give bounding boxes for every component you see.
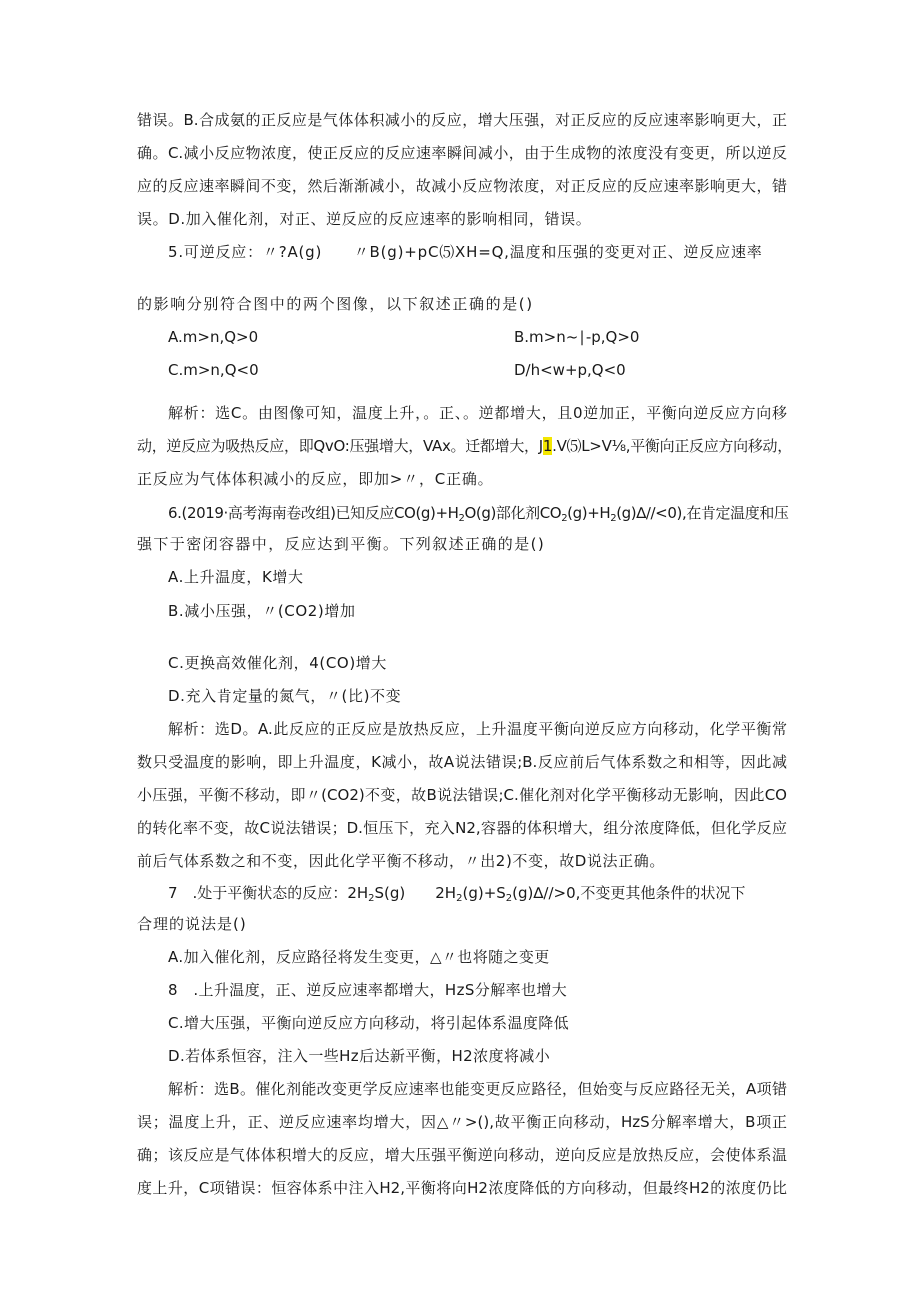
subscript: 2 [561, 513, 568, 524]
q5-analysis: 正反应为气体体积减小的反应，即加>〃，C正确。 [137, 470, 494, 488]
q6-stem [168, 503, 789, 523]
text-line: 确。C.减小反应物浓度，使正反应的反应速率瞬间减小，由于生成物的浓度没有变更，所以逆反 [137, 144, 787, 162]
subscript: 2 [505, 893, 513, 904]
q5-option-c: C.m>n,Q<0 [168, 361, 259, 379]
highlight-mark: 1 [542, 437, 553, 455]
q7-option-b: 8 .上升温度，正、逆反应速率都增大，HzS分解率也增大 [168, 981, 568, 999]
text-line: 误。D.加入催化剂，对正、逆反应的反应速率的影响相同，错误。 [137, 210, 592, 228]
stem-text: (g)∆∕∕<0),在肯定温度和压 [616, 504, 789, 522]
q6-analysis: 小压强，平衡不移动，即〃(CO2)不变，故B说法错误;C.催化剂对化学平衡移动无影响，因此CO [137, 786, 787, 804]
analysis-text: 动，逆反应为吸热反应，即QvO:压强增大，VAx。迁都增大，J [137, 437, 543, 455]
stem-text: 6.(2019·高考海南卷改组)已知反应CO(g)+H [168, 504, 459, 522]
q7-stem [168, 883, 745, 903]
q6-option-a: A.上升温度，K增大 [168, 568, 304, 586]
analysis-line: 解析：选B。催化剂能改变更学反应速率也能变更反应路径，但始变与反应路径无关，A项错 [168, 1080, 787, 1098]
analysis-line: 解析：选D。A.此反应的正反应是放热反应，上升温度平衡向逆反应方向移动，化学平衡常 [168, 720, 787, 738]
q7-option-c: C.增大压强，平衡向逆反应方向移动，将引起体系温度降低 [168, 1014, 570, 1032]
q6-stem: 强下于密闭容器中，反应达到平衡。下列叙述正确的是() [137, 535, 546, 553]
stem-text: O(g)部化剂CO [464, 504, 562, 522]
subscript: 2 [458, 513, 465, 524]
stem-text: (g)∆∕∕>0,不变更其他条件的状况下 [512, 884, 746, 902]
stem-text: (g)+S [462, 884, 506, 902]
q7-analysis: 度上升，C项错误：恒容体系中注入H2,平衡将向H2浓度降低的方向移动，但最终H2的浓度仍比 [137, 1179, 787, 1197]
subscript: 2 [368, 893, 375, 904]
q5-stem: 5.可逆反应：〃?A(g) 〃B(g)+pC⑸XH=Q,温度和压强的变更对正、逆反应速率 [168, 243, 763, 261]
q5-analysis [168, 403, 787, 423]
stem-text: S(g) 2H [374, 884, 457, 902]
q6-analysis [168, 719, 787, 739]
q7-stem: 合理的说法是() [137, 915, 247, 933]
q6-analysis: 的转化率不变，故C说法错误；D.恒压下，充入N2,容器的体积增大，组分浓度降低，但化学反应 [137, 819, 787, 837]
q7-analysis: 确；该反应是气体体积增大的反应，增大压强平衡逆向移动，逆向反应是放热反应，会使体系温 [137, 1146, 787, 1164]
q7-analysis [168, 1079, 787, 1099]
q6-analysis: 数只受温度的影响，即上升温度，K减小，故A说法错误;B.反应前后气体系数之和相等，因此减 [137, 753, 787, 771]
q5-option-a: A.m>n,Q>0 [168, 328, 259, 346]
subscript: 2 [456, 893, 463, 904]
subscript: 2 [610, 513, 617, 524]
text-line: 应的反应速率瞬间不变，然后渐渐减小，故减小反应物浓度，对正反应的反应速率影响更大，错 [137, 177, 787, 195]
analysis-text: .V⑸L>V⅛,平衡向正反应方向移动， [552, 437, 792, 455]
stem-text: 7 .处于平衡状态的反应：2H [168, 884, 369, 902]
q6-option-d: D.充入肯定量的氮气，〃(比)不变 [168, 687, 402, 705]
q5-analysis [137, 436, 792, 456]
stem-text: (g)+H [567, 504, 611, 522]
q6-option-b: B.减小压强，〃(CO2)增加 [168, 602, 356, 620]
analysis-line: 解析：选C。由图像可知，温度上升，。正、。逆都增大，且0逆加正，平衡向逆反应方向移 [168, 404, 787, 422]
q6-analysis: 前后气体系数之和不变，因此化学平衡不移动，〃出2)不变，故D说法正确。 [137, 852, 665, 870]
q5-option-d: D∕h<w+p,Q<0 [514, 361, 626, 379]
q5-option-b: B.m>n~∣-p,Q>0 [514, 328, 640, 346]
q5-stem: 的影响分别符合图中的两个图像，以下叙述正确的是() [137, 295, 534, 313]
q7-option-a: A.加入催化剂，反应路径将发生变更，△〃也将随之变更 [168, 948, 550, 966]
text-line: 错误。B.合成氨的正反应是气体体积减小的反应，增大压强，对正反应的反应速率影响更大，正 [137, 111, 787, 129]
q6-option-c: C.更换高效催化剂，4(CO)增大 [168, 654, 387, 672]
q7-analysis: 误；温度上升，正、逆反应速率均增大，因△〃>(),故平衡正向移动，HzS分解率增大，B项正 [137, 1113, 787, 1131]
q7-option-d: D.若体系恒容，注入一些Hz后达新平衡，H2浓度将减小 [168, 1047, 551, 1065]
